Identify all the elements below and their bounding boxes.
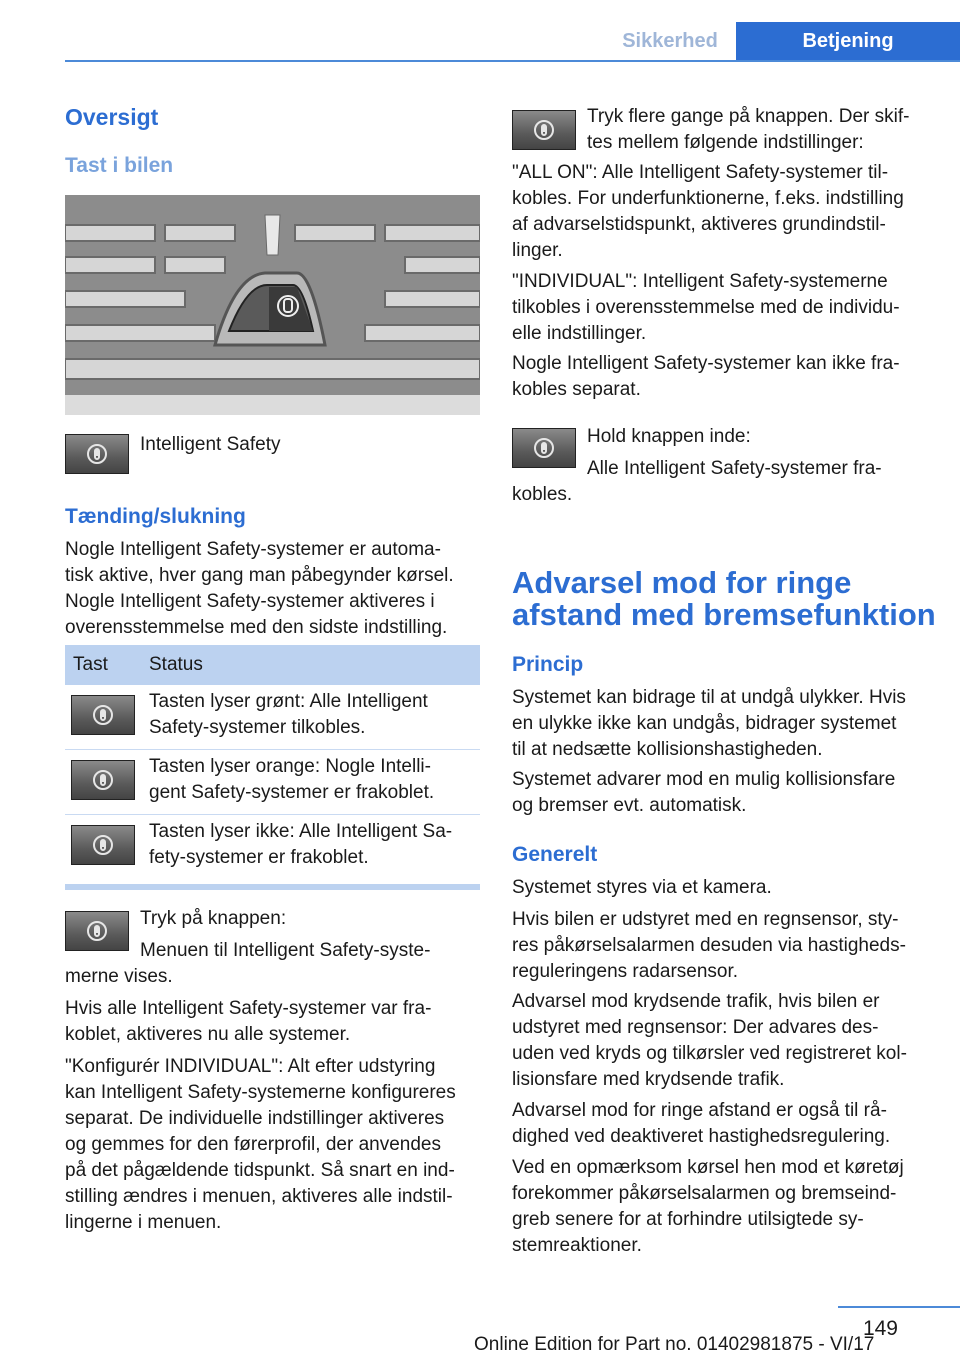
safety-button-off-icon — [71, 825, 135, 865]
text-line: kobles. For underfunktionerne, f.eks. indstilling — [512, 188, 904, 209]
text-line: udstyret med regnsensor: Der advares des‐ — [512, 1017, 879, 1038]
button-caption: Intelligent Safety — [140, 434, 281, 455]
header-rule — [65, 60, 960, 62]
intelligent-safety-button-icon — [65, 434, 129, 474]
text-line: Systemet advarer mod en mulig kollisionsfare — [512, 769, 896, 790]
para-nogle — [512, 351, 932, 403]
page-number: 149 — [862, 1317, 898, 1340]
para-alle — [65, 996, 480, 1048]
text-line: Systemet kan bidrage til at undgå ulykker. Hvis — [512, 687, 906, 708]
heading-line: afstand med bremsefunktion — [512, 597, 936, 632]
text-line: Advarsel mod for ringe afstand er også til rå‐ — [512, 1100, 887, 1121]
dashboard-photo-illustration — [65, 195, 480, 415]
para-advarer — [512, 767, 932, 819]
hold-line2: kobles. — [512, 484, 573, 505]
text-line: stemreaktioner. — [512, 1235, 642, 1256]
press-button-icon — [65, 911, 129, 951]
text-line: kan Intelligent Safety-systemerne konfigureres — [65, 1082, 456, 1103]
text-line: Tryk flere gange på knappen. Der skif‐ — [587, 106, 910, 127]
text-line: kobles separat. — [512, 379, 641, 400]
text-line: forekommer påkørselsalarmen og bremseind‐ — [512, 1183, 897, 1204]
text-line: tilkobles i overensstemmelse med de individu‐ — [512, 297, 900, 318]
status-table — [65, 645, 480, 890]
text-line: uden ved kryds og tilkørsler ved registreret kol‐ — [512, 1043, 907, 1064]
para-individual — [512, 269, 932, 347]
text-line: dighed ved deaktiveret hastighedsregulering. — [512, 1126, 891, 1147]
text-line: reguleringens radarsensor. — [512, 961, 739, 982]
table-row — [65, 685, 480, 750]
status-cell — [149, 689, 479, 741]
text-line: "INDIVIDUAL": Intelligent Safety-systemerne — [512, 271, 888, 292]
col-header-status: Status — [149, 654, 203, 675]
table-row — [65, 815, 480, 880]
para-taending — [65, 537, 480, 641]
text-line: res påkørselsalarmen desuden via hastigheds‐ — [512, 935, 906, 956]
para-opmaerksom — [512, 1155, 932, 1259]
heading-taending-slukning: Tænding/slukning — [65, 505, 246, 528]
text-line: tes mellem følgende indstillinger: — [587, 132, 864, 153]
safety-button-orange-icon — [71, 760, 135, 800]
heading-line: Advarsel mod for ringe — [512, 565, 852, 600]
para-regnsensor — [512, 907, 932, 985]
safety-button-green-icon — [71, 695, 135, 735]
text-line: lingerne i menuen. — [65, 1212, 222, 1233]
para-princip — [512, 685, 937, 763]
text-line: og gemmes for den førerprofil, der anvendes — [65, 1134, 441, 1155]
para-ringe — [512, 1098, 932, 1150]
text-line: koblet, aktiveres nu alle systemer. — [65, 1024, 351, 1045]
table-end-bar — [65, 884, 480, 890]
text-line: en ulykke ikke kan undgås, bidrager systemet — [512, 713, 897, 734]
text-line: gent Safety-systemer er frakoblet. — [149, 782, 435, 803]
text-line: linger. — [512, 240, 563, 261]
para-krydsende — [512, 989, 937, 1093]
text-line: "Konfigurér INDIVIDUAL": Alt efter udstyring — [65, 1056, 436, 1077]
text-line: Nogle Intelligent Safety-systemer er automa‐ — [65, 539, 441, 560]
text-line: stilling ændres i menuen, aktiveres alle indstil‐ — [65, 1186, 453, 1207]
col-header-tast: Tast — [73, 654, 108, 675]
page-header — [0, 0, 960, 62]
text-line: Nogle Intelligent Safety-systemer kan ikke fra‐ — [512, 353, 900, 374]
text-line: Tasten lyser grønt: Alle Intelligent — [149, 691, 428, 712]
hold-button-icon — [512, 428, 576, 468]
para-konfigurer — [65, 1054, 485, 1236]
footer-rule — [838, 1306, 960, 1308]
edition-note: Online Edition for Part no. 01402981875 - VI/17 — [474, 1334, 875, 1355]
press-title: Tryk på knappen: — [140, 908, 287, 929]
table-header — [65, 645, 480, 685]
para-kamera: Systemet styres via et kamera. — [512, 877, 772, 898]
heading-oversigt: Oversigt — [65, 104, 159, 130]
text-line: Nogle Intelligent Safety-systemer aktiveres i — [65, 591, 435, 612]
para-all-on — [512, 160, 932, 264]
text-line: fety-systemer er frakoblet. — [149, 847, 369, 868]
text-line: overensstemmelse med den sidste indstilling. — [65, 617, 448, 638]
text-line: lisionsfare med krydsende trafik. — [512, 1069, 785, 1090]
status-cell — [149, 819, 479, 871]
text-line: "ALL ON": Alle Intelligent Safety-systemer til‐ — [512, 162, 889, 183]
text-line: Tasten lyser orange: Nogle Intelli‐ — [149, 756, 431, 777]
hold-title: Hold knappen inde: — [587, 426, 751, 447]
text-line: til at nedsætte kollisionshastigheden. — [512, 739, 823, 760]
table-row — [65, 750, 480, 815]
text-line: Advarsel mod krydsende trafik, hvis bilen er — [512, 991, 880, 1012]
text-line: Safety-systemer tilkobles. — [149, 717, 366, 738]
text-line: tisk aktive, hver gang man påbegynder kørsel. — [65, 565, 454, 586]
status-cell — [149, 754, 479, 806]
car-button-photo — [65, 195, 480, 415]
text-line: Hvis bilen er udstyret med en regnsensor, sty‐ — [512, 909, 899, 930]
text-line: greb senere for at forhindre utilsigtede sy‐ — [512, 1209, 864, 1230]
press-multi-button-icon — [512, 110, 576, 150]
text-line: elle indstillinger. — [512, 323, 647, 344]
text-line: af advarselstidspunkt, aktiveres grundindstil‐ — [512, 214, 886, 235]
heading-generelt: Generelt — [512, 843, 598, 866]
press-line2: merne vises. — [65, 966, 173, 987]
press-line1: Menuen til Intelligent Safety-syste‐ — [140, 940, 431, 961]
text-line: Hvis alle Intelligent Safety-systemer var fra‐ — [65, 998, 432, 1019]
heading-tast-i-bilen: Tast i bilen — [65, 154, 174, 177]
text-line: og bremser evt. automatisk. — [512, 795, 747, 816]
para-press-multi — [587, 104, 932, 156]
text-line: Ved en opmærksom kørsel hen mod et køretøj — [512, 1157, 904, 1178]
heading-princip: Princip — [512, 653, 584, 676]
text-line: på det pågældende tidspunkt. Så snart en ind‐ — [65, 1160, 455, 1181]
section-heading — [512, 567, 942, 631]
hold-line1: Alle Intelligent Safety-systemer fra‐ — [587, 458, 882, 479]
tab-betjening[interactable]: Betjening — [736, 22, 960, 60]
text-line: Tasten lyser ikke: Alle Intelligent Sa‐ — [149, 821, 453, 842]
text-line: separat. De individuelle indstillinger aktiveres — [65, 1108, 445, 1129]
tab-sikkerhed[interactable]: Sikkerhed — [604, 22, 736, 60]
